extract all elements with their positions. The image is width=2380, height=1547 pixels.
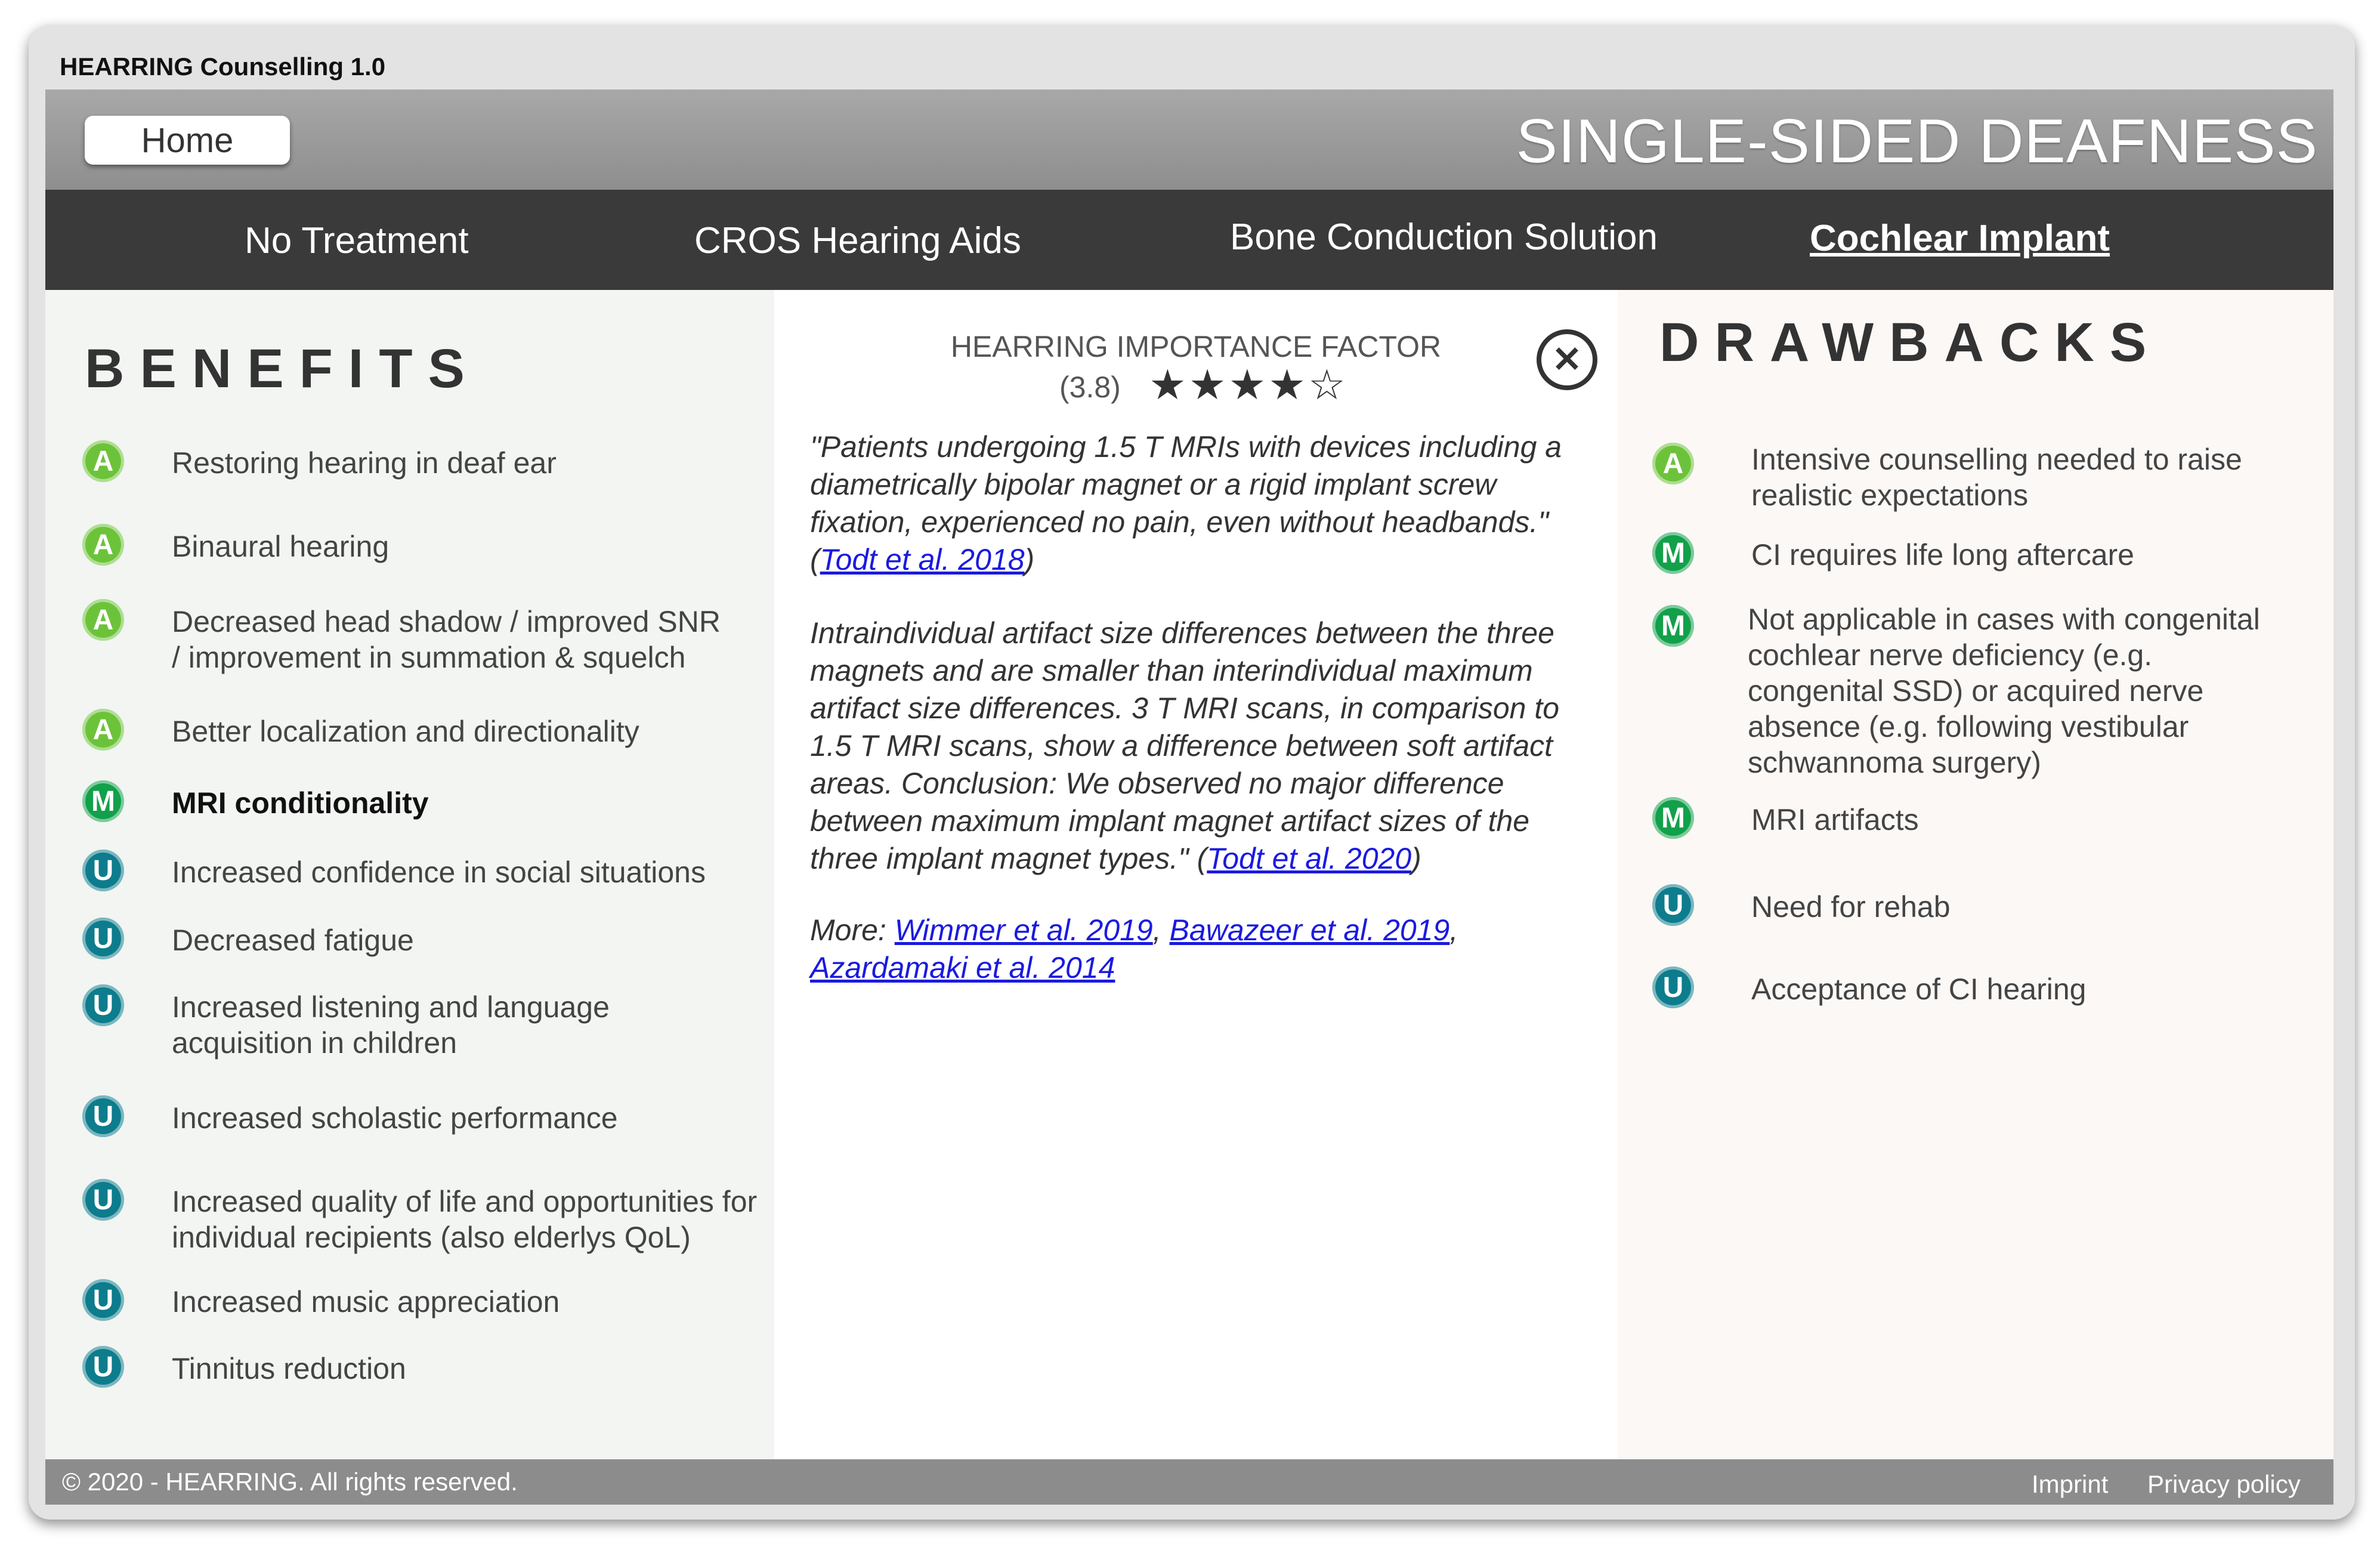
benefit-text: Decreased fatigue	[172, 924, 414, 957]
drawbacks-title: DRAWBACKS	[1659, 312, 2162, 373]
benefit-text: Increased quality of life and opportunities for individual recipients (also elderlys QoL)	[172, 1185, 758, 1254]
drawback-text: CI requires life long aftercare	[1751, 538, 2134, 572]
copyright-text: © 2020 - HEARRING. All rights reserved.	[62, 1468, 518, 1496]
badge-u-icon: U	[82, 1095, 124, 1137]
importance-factor-value: (3.8)	[1059, 370, 1121, 404]
benefit-text: Tinnitus reduction	[172, 1352, 406, 1385]
badge-m-icon: M	[82, 780, 124, 822]
badge-u-icon: U	[82, 1346, 124, 1388]
benefit-text: Increased confidence in social situations	[172, 856, 706, 889]
badge-m-icon: M	[1652, 532, 1694, 574]
badge-u-icon: U	[82, 1179, 124, 1221]
reference-separator: ,	[1449, 913, 1458, 947]
reference-link[interactable]: Azardamaki et al. 2014	[810, 951, 1115, 984]
benefit-text: Increased music appreciation	[172, 1285, 560, 1318]
quote-text: "Patients undergoing 1.5 T MRIs with devices including a diametrically bipolar magnet or a rigid implant screw fixation, experienced no pain, even without headbands." (	[810, 430, 1562, 576]
benefit-text: Binaural hearing	[172, 530, 390, 563]
drawback-text: Need for rehab	[1751, 890, 1951, 924]
benefit-text: Decreased head shadow / improved SNR / improvement in summation & squelch	[172, 605, 721, 674]
drawback-text: Not applicable in cases with congenital cochlear nerve deficiency (e.g. congenital SSD) or acquired nerve absence (e.g. following vestibular schwannoma surgery)	[1748, 603, 2260, 779]
tab-bone-conduction-solution[interactable]: Bone Conduction Solution	[1230, 217, 1658, 258]
badge-u-icon: U	[1652, 884, 1694, 926]
more-references	[810, 912, 1580, 987]
benefits-title: BENEFITS	[85, 338, 480, 399]
badge-u-icon: U	[82, 918, 124, 959]
more-label: More:	[810, 913, 895, 947]
badge-u-icon: U	[82, 850, 124, 891]
benefit-text: Restoring hearing in deaf ear	[172, 446, 557, 480]
benefit-text: MRI conditionality	[172, 786, 429, 820]
privacy-policy-link[interactable]: Privacy policy	[2147, 1470, 2301, 1498]
badge-a-icon: A	[82, 524, 124, 566]
header-bar	[45, 89, 2333, 190]
drawback-text: Intensive counselling needed to raise realistic expectations	[1751, 443, 2242, 512]
quote-text: Intraindividual artifact size differences between the three magnets and are smaller than interindividual maximum artifact size differences. 3 T MRI scans, in comparison to 1.5 T MRI scans, show a difference between soft artifact areas. Conclusion: We observed no major difference between maximum implant magnet artifact sizes of the three implant magnet types." (	[810, 616, 1560, 875]
badge-m-icon: M	[1652, 605, 1694, 647]
info-panel	[774, 290, 1618, 1459]
benefit-text: Better localization and directionality	[172, 715, 639, 748]
benefit-text: Increased scholastic performance	[172, 1101, 618, 1135]
tab-cros-hearing-aids[interactable]: CROS Hearing Aids	[694, 220, 1021, 261]
importance-factor-title: HEARRING IMPORTANCE FACTOR	[950, 330, 1442, 363]
home-button[interactable]: Home	[85, 116, 290, 165]
reference-link[interactable]: Todt et al. 2018	[820, 543, 1025, 576]
close-circle-icon[interactable]: ✕	[1537, 329, 1597, 390]
badge-u-icon: U	[82, 984, 124, 1026]
tab-cochlear-implant[interactable]: Cochlear Implant	[1810, 218, 2110, 259]
drawback-text: Acceptance of CI hearing	[1751, 972, 2087, 1006]
drawbacks-panel	[1618, 290, 2333, 1459]
badge-m-icon: M	[1652, 797, 1694, 839]
star-rating-icon: ★★★★☆	[1149, 362, 1348, 408]
badge-a-icon: A	[82, 599, 124, 641]
app-title: HEARRING Counselling 1.0	[60, 53, 386, 81]
quote-end: )	[1024, 543, 1035, 576]
reference-link[interactable]: Bawazeer et al. 2019	[1169, 913, 1450, 947]
footer-bar	[45, 1459, 2333, 1505]
reference-separator: ,	[1152, 913, 1170, 947]
page-title: SINGLE-SIDED DEAFNESS	[1516, 107, 2318, 176]
badge-a-icon: A	[1652, 443, 1694, 484]
badge-a-icon: A	[82, 440, 124, 482]
tab-no-treatment[interactable]: No Treatment	[245, 220, 469, 261]
badge-u-icon: U	[82, 1279, 124, 1321]
benefit-text: Increased listening and language acquisition in children	[172, 990, 610, 1060]
benefits-panel	[45, 290, 774, 1459]
reference-link[interactable]: Todt et al. 2020	[1207, 842, 1412, 875]
badge-a-icon: A	[82, 709, 124, 751]
drawback-text: MRI artifacts	[1751, 803, 1919, 836]
reference-link[interactable]: Wimmer et al. 2019	[894, 913, 1153, 947]
quote-mri-pain	[810, 428, 1580, 579]
badge-u-icon: U	[1652, 967, 1694, 1008]
treatment-tabs	[45, 190, 2333, 290]
quote-artifact-size	[810, 615, 1580, 878]
imprint-link[interactable]: Imprint	[2032, 1470, 2109, 1498]
quote-end: )	[1411, 842, 1421, 875]
